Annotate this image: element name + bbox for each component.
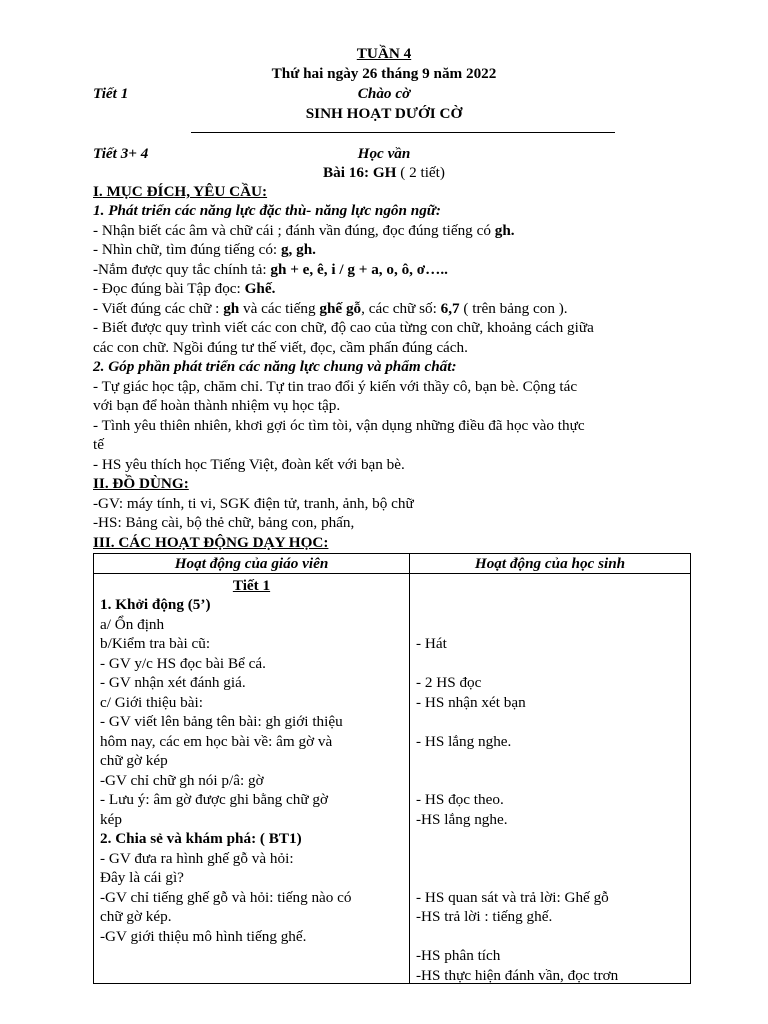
date-line: Thứ hai ngày 26 tháng 9 năm 2022 xyxy=(271,65,497,82)
student-line: - HS đọc theo. xyxy=(416,791,504,808)
teacher-line: -GV giới thiệu mô hình tiếng ghế. xyxy=(100,928,307,945)
teacher-line: - GV viết lên bảng tên bài: gh giới thiệu xyxy=(100,713,343,730)
goal-line-1: - Nhận biết các âm và chữ cái ; đánh vần đúng, đọc đúng tiếng có gh. xyxy=(93,222,515,239)
section1-heading: I. MỤC ĐÍCH, YÊU CẦU: xyxy=(93,183,268,200)
period1-title: SINH HOẠT DƯỚI CỜ xyxy=(305,105,463,122)
teacher-line: Tiết 1 xyxy=(232,577,271,594)
teacher-line: chữ gờ kép xyxy=(100,752,168,769)
teacher-line: kép xyxy=(100,811,122,828)
goal-line-7: các con chữ. Ngồi đúng tư thế viết, đọc, cầm phấn đúng cách. xyxy=(93,339,468,356)
student-line: -HS trả lời : tiếng ghế. xyxy=(416,908,553,925)
student-line: - 2 HS đọc xyxy=(416,674,482,691)
student-line: -HS lắng nghe. xyxy=(416,811,508,828)
student-line: - HS quan sát và trả lời: Ghế gỗ xyxy=(416,889,609,906)
teacher-line: -GV chỉ tiếng ghế gỗ và hỏi: tiếng nào có xyxy=(100,889,352,906)
goal-line-10: - Tình yêu thiên nhiên, khơi gợi óc tìm tòi, vận dụng những điều đã học vào thực xyxy=(93,417,585,434)
period2-subject: Học vần xyxy=(357,145,411,162)
teacher-line: -GV chỉ chữ gh nói p/â: gờ xyxy=(100,772,264,789)
goal-line-5: - Viết đúng các chữ : gh và các tiếng ghế gỗ, các chữ số: 6,7 ( trên bảng con ). xyxy=(93,300,568,317)
lesson-title-line xyxy=(0,163,768,183)
teacher-line: a/ Ổn định xyxy=(100,616,165,633)
student-line: - HS lắng nghe. xyxy=(416,733,512,750)
goal-line-11: tế xyxy=(93,436,104,453)
teacher-line: chữ gờ kép. xyxy=(100,908,172,925)
goal-line-12: - HS yêu thích học Tiếng Việt, đoàn kết với bạn bè. xyxy=(93,456,405,473)
student-line: -HS thực hiện đánh vần, đọc trơn xyxy=(416,967,619,984)
section1-sub1: 1. Phát triển các năng lực đặc thù- năng lực ngôn ngữ: xyxy=(93,202,441,219)
section2-heading: II. ĐỒ DÙNG: xyxy=(93,475,189,492)
goal-line-9: với bạn để hoàn thành nhiệm vụ học tập. xyxy=(93,397,341,414)
goal-line-2: - Nhìn chữ, tìm đúng tiếng có: g, gh. xyxy=(93,241,316,258)
goal-line-3: -Nắm được quy tắc chính tả: gh + e, ê, i / g + a, o, ô, ơ….. xyxy=(93,261,448,278)
student-line: - Hát xyxy=(416,635,447,652)
teacher-line: - GV đưa ra hình ghế gỗ và hỏi: xyxy=(100,850,294,867)
materials-line-1: -GV: máy tính, ti vi, SGK điện tử, tranh, ảnh, bộ chữ xyxy=(93,495,414,512)
goal-line-8: - Tự giác học tập, chăm chỉ. Tự tin trao đổi ý kiến với thầy cô, bạn bè. Cộng tác xyxy=(93,378,578,395)
goal-line-6: - Biết được quy trình viết các con chữ, độ cao của từng con chữ, khoảng cách giữa xyxy=(93,319,594,336)
lesson-duration: ( 2 tiết) xyxy=(396,164,445,181)
col-header-teacher: Hoạt động của giáo viên xyxy=(94,554,410,574)
col-header-student: Hoạt động của học sinh xyxy=(410,554,691,574)
period2-label: Tiết 3+ 4 xyxy=(93,145,149,162)
teacher-line: Đây là cái gì? xyxy=(100,869,184,886)
student-line: -HS phân tích xyxy=(416,947,501,964)
student-cell xyxy=(410,574,691,984)
teacher-line: 1. Khởi động (5’) xyxy=(100,596,211,613)
teacher-line: - GV nhận xét đánh giá. xyxy=(100,674,246,691)
teacher-line: - GV y/c HS đọc bài Bể cá. xyxy=(100,655,266,672)
teacher-line: b/Kiểm tra bài cũ: xyxy=(100,635,211,652)
lesson-title: Bài 16: GH xyxy=(323,164,397,181)
section3-heading: III. CÁC HOẠT ĐỘNG DẠY HỌC: xyxy=(93,534,329,551)
activities-table xyxy=(93,553,691,984)
teacher-line: hôm nay, các em học bài về: âm gờ và xyxy=(100,733,333,750)
period1-subject: Chào cờ xyxy=(357,85,411,102)
teacher-line: 2. Chia sẻ và khám phá: ( BT1) xyxy=(100,830,302,847)
teacher-line: c/ Giới thiệu bài: xyxy=(100,694,203,711)
goal-line-4: - Đọc đúng bài Tập đọc: Ghế. xyxy=(93,280,276,297)
teacher-cell xyxy=(94,574,410,984)
divider-line xyxy=(191,132,615,133)
materials-line-2: -HS: Bảng cài, bộ thẻ chữ, bảng con, phấn, xyxy=(93,514,355,531)
week-title: TUẦN 4 xyxy=(356,45,412,62)
teacher-line: - Lưu ý: âm gờ được ghi bằng chữ gờ xyxy=(100,791,329,808)
student-line: - HS nhận xét bạn xyxy=(416,694,526,711)
period1-label: Tiết 1 xyxy=(93,85,129,102)
section1-sub2: 2. Góp phần phát triển các năng lực chung và phẩm chất: xyxy=(93,358,457,375)
